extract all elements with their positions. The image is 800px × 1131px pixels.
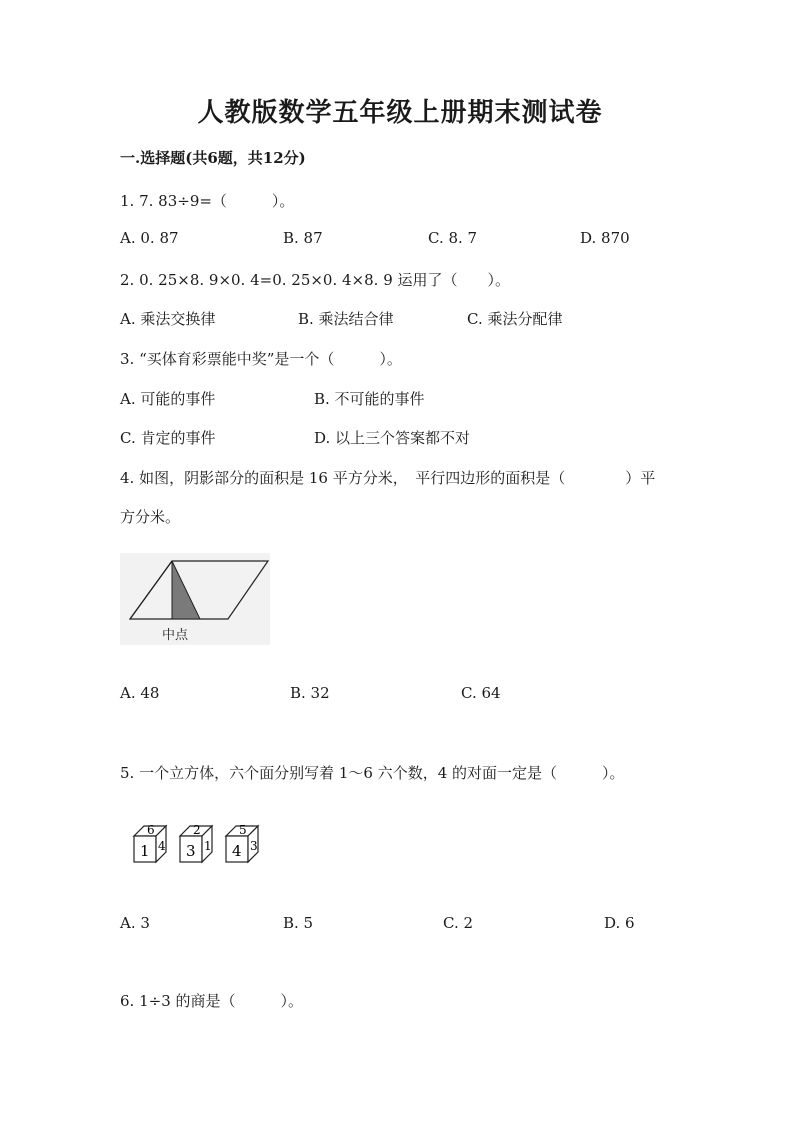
q4-option-b: B. 32 [290, 684, 330, 702]
q4-option-c: C. 64 [461, 684, 501, 702]
q1-option-c: C. 8. 7 [428, 229, 478, 247]
q2-option-c: C. 乘法分配律 [467, 310, 563, 328]
q5-option-c: C. 2 [443, 914, 474, 932]
q2-option-a: A. 乘法交换律 [120, 310, 216, 328]
q5-option-a: A. 3 [120, 914, 150, 932]
q3-option-d: D. 以上三个答案都不对 [314, 429, 471, 447]
cube-2-top: 2 [193, 823, 201, 837]
q3-option-c: C. 肯定的事件 [120, 429, 216, 447]
q1-option-a: A. 0. 87 [120, 229, 179, 247]
cube-3-front: 4 [232, 842, 242, 860]
question-4-line-2: 方分米。 [120, 508, 181, 526]
section-heading: 一.选择题(共6题，共12分) [120, 149, 306, 167]
q2-option-b: B. 乘法结合律 [298, 310, 394, 328]
cubes-figure [130, 818, 275, 868]
q1-option-d: D. 870 [580, 229, 630, 247]
q5-option-d: D. 6 [604, 914, 635, 932]
cube-1-side: 4 [158, 839, 166, 853]
cube-3-top: 5 [239, 823, 247, 837]
midpoint-label: 中点 [162, 628, 189, 643]
question-5: 5. 一个立方体，六个面分别写着 1～6 六个数，4 的对面一定是（ ）。 [120, 764, 625, 782]
q4-option-a: A. 48 [120, 684, 160, 702]
cube-1-top: 6 [147, 823, 155, 837]
cube-1 [134, 823, 166, 862]
cube-2-front: 3 [186, 842, 196, 860]
page-title: 人教版数学五年级上册期末测试卷 [197, 98, 603, 128]
cube-3-side: 3 [250, 839, 258, 853]
cube-3 [226, 823, 258, 862]
q5-option-b: B. 5 [283, 914, 314, 932]
cube-1-front: 1 [140, 842, 150, 860]
q3-option-b: B. 不可能的事件 [314, 390, 425, 408]
question-1: 1. 7. 83÷9=（ ）。 [120, 192, 295, 210]
cube-2-side: 1 [204, 839, 212, 853]
q1-option-b: B. 87 [283, 229, 323, 247]
question-2: 2. 0. 25×8. 9×0. 4=0. 25×0. 4×8. 9 运用了（ ）。 [120, 271, 511, 289]
question-3: 3. “买体育彩票能中奖”是一个（ ）。 [120, 350, 402, 368]
cube-2 [180, 823, 212, 862]
question-6: 6. 1÷3 的商是（ ）。 [120, 992, 304, 1010]
question-4-line-1: 4. 如图，阴影部分的面积是 16 平方分米， 平行四边形的面积是（ ）平 [120, 469, 656, 487]
parallelogram-figure [120, 553, 270, 645]
q3-option-a: A. 可能的事件 [120, 390, 216, 408]
